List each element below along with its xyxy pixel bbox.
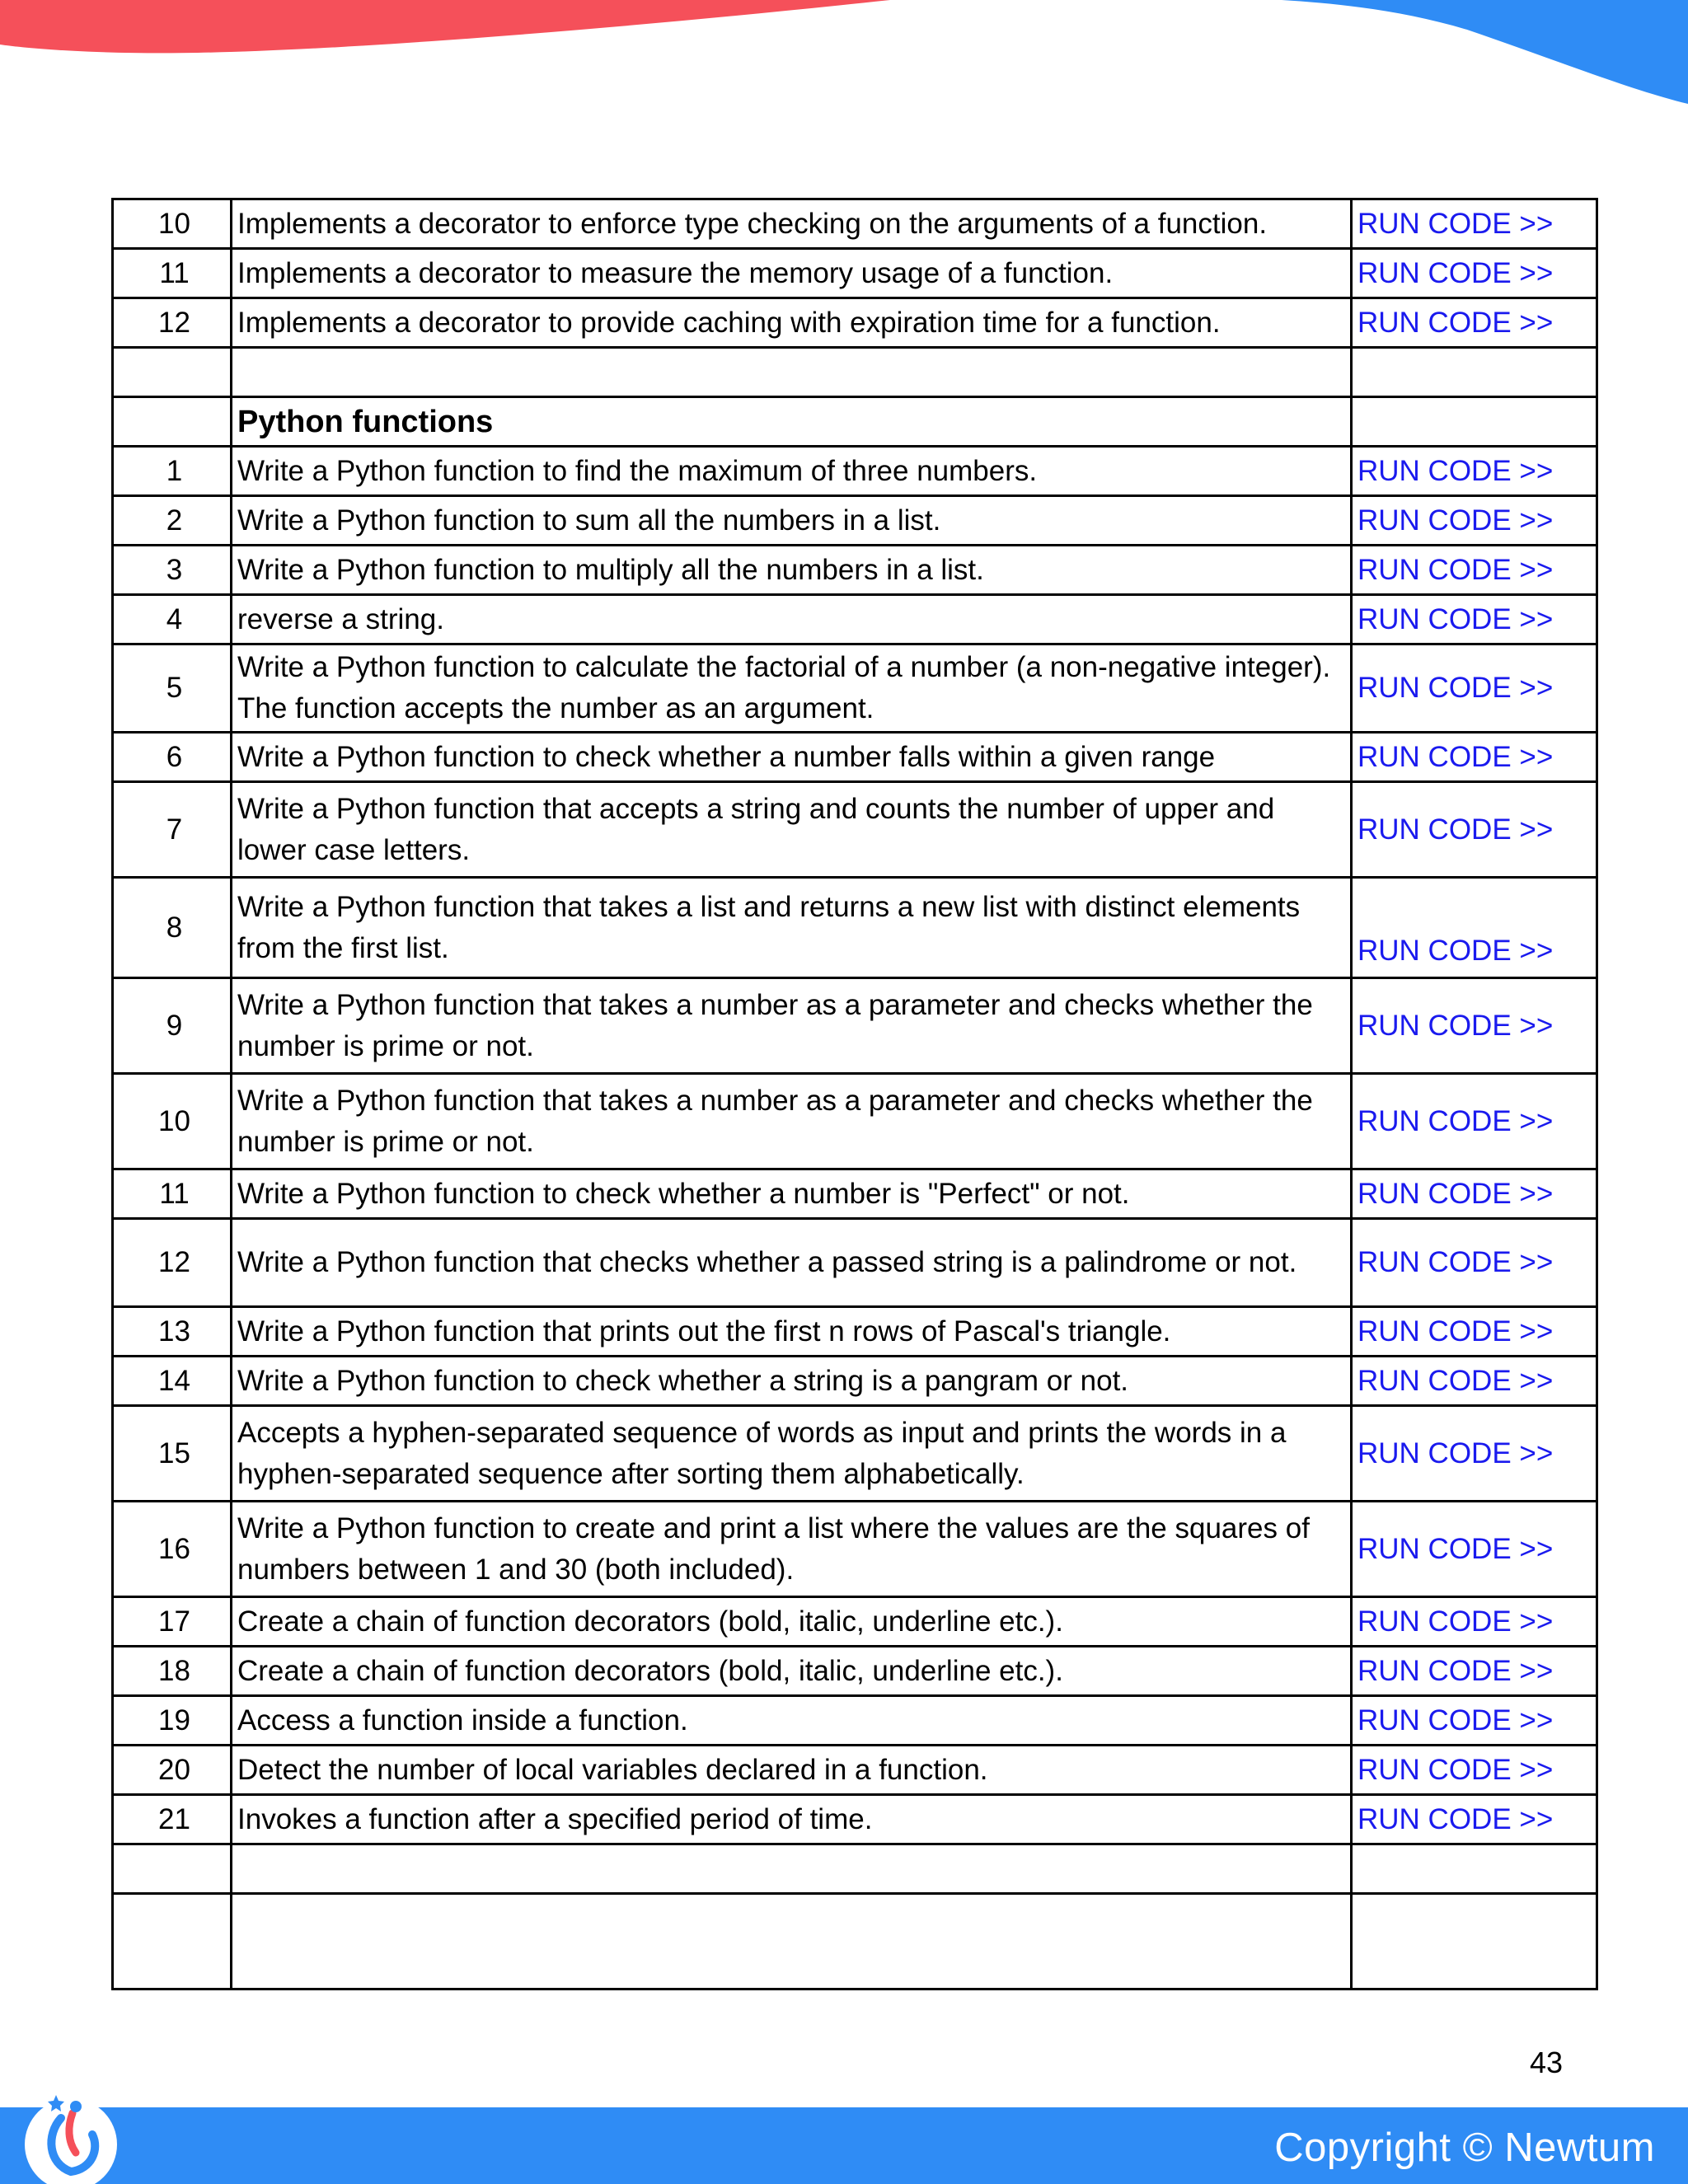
- row-description: Write a Python function to check whether a number is "Perfect" or not.: [232, 1169, 1352, 1219]
- run-code-link[interactable]: RUN CODE >>: [1352, 1169, 1597, 1219]
- empty-row: [113, 348, 1597, 397]
- row-number: 1: [113, 447, 232, 496]
- row-number: 3: [113, 546, 232, 595]
- top-wave-decoration: [0, 0, 1688, 115]
- run-code-link[interactable]: RUN CODE >>: [1352, 1795, 1597, 1844]
- row-description: Write a Python function to multiply all the numbers in a list.: [232, 546, 1352, 595]
- table-row: [113, 644, 1597, 733]
- run-code-link[interactable]: RUN CODE >>: [1352, 546, 1597, 595]
- exercise-table: [111, 198, 1598, 1990]
- run-code-link[interactable]: RUN CODE >>: [1352, 1219, 1597, 1307]
- empty-cell: [1352, 1844, 1597, 1894]
- row-number: 11: [113, 249, 232, 298]
- empty-cell: [113, 1844, 232, 1894]
- table-row: [113, 1406, 1597, 1502]
- empty-cell: [232, 1894, 1352, 1990]
- run-code-link[interactable]: RUN CODE >>: [1352, 878, 1597, 978]
- table-row: [113, 1795, 1597, 1844]
- table-row: [113, 1219, 1597, 1307]
- copyright-text: Copyright © Newtum: [1274, 2125, 1655, 2170]
- empty-cell: [113, 348, 232, 397]
- row-description: Write a Python function to create and print a list where the values are the squares of numbers between 1 and 30 (both included).: [232, 1502, 1352, 1597]
- empty-row: [113, 1844, 1597, 1894]
- row-description: Accepts a hyphen-separated sequence of words as input and prints the words in a hyphen-separated sequence after sorting them alphabetically.: [232, 1406, 1352, 1502]
- run-code-link[interactable]: RUN CODE >>: [1352, 249, 1597, 298]
- row-description: Detect the number of local variables declared in a function.: [232, 1746, 1352, 1795]
- row-number: 12: [113, 1219, 232, 1307]
- empty-cell: [113, 1894, 232, 1990]
- run-code-link[interactable]: RUN CODE >>: [1352, 1307, 1597, 1357]
- row-number: 15: [113, 1406, 232, 1502]
- row-description: Write a Python function to find the maximum of three numbers.: [232, 447, 1352, 496]
- run-code-link[interactable]: RUN CODE >>: [1352, 1357, 1597, 1406]
- row-description: Write a Python function to check whether a string is a pangram or not.: [232, 1357, 1352, 1406]
- row-description: Write a Python function that takes a number as a parameter and checks whether the number is prime or not.: [232, 1074, 1352, 1169]
- row-number: 6: [113, 733, 232, 782]
- row-description: Write a Python function that accepts a string and counts the number of upper and lower case letters.: [232, 782, 1352, 878]
- row-description: Write a Python function that prints out the first n rows of Pascal's triangle.: [232, 1307, 1352, 1357]
- table-row: [113, 1307, 1597, 1357]
- run-code-link[interactable]: RUN CODE >>: [1352, 978, 1597, 1074]
- row-description: Implements a decorator to provide caching with expiration time for a function.: [232, 298, 1352, 348]
- run-code-link[interactable]: RUN CODE >>: [1352, 1406, 1597, 1502]
- run-code-link[interactable]: RUN CODE >>: [1352, 298, 1597, 348]
- row-number: 9: [113, 978, 232, 1074]
- table-row: [113, 1357, 1597, 1406]
- row-description: Write a Python function that takes a number as a parameter and checks whether the number is prime or not.: [232, 978, 1352, 1074]
- table-row: [113, 249, 1597, 298]
- row-number: 16: [113, 1502, 232, 1597]
- row-description: Write a Python function to check whether a number falls within a given range: [232, 733, 1352, 782]
- row-number: 13: [113, 1307, 232, 1357]
- table-row: [113, 733, 1597, 782]
- row-description: Write a Python function that checks whether a passed string is a palindrome or not.: [232, 1219, 1352, 1307]
- row-description: Implements a decorator to measure the memory usage of a function.: [232, 249, 1352, 298]
- table-row: [113, 878, 1597, 978]
- run-code-link[interactable]: RUN CODE >>: [1352, 782, 1597, 878]
- row-description: reverse a string.: [232, 595, 1352, 644]
- table-row: [113, 447, 1597, 496]
- empty-cell: [232, 348, 1352, 397]
- empty-cell: [1352, 397, 1597, 447]
- table-row: [113, 199, 1597, 249]
- table-row: [113, 1696, 1597, 1746]
- row-description: Write a Python function to sum all the numbers in a list.: [232, 496, 1352, 546]
- row-number: 10: [113, 199, 232, 249]
- row-number: 4: [113, 595, 232, 644]
- row-description: Write a Python function that takes a list and returns a new list with distinct elements from the first list.: [232, 878, 1352, 978]
- table-row: [113, 496, 1597, 546]
- row-number: 14: [113, 1357, 232, 1406]
- newtum-logo-icon: [13, 2077, 129, 2184]
- row-number: 2: [113, 496, 232, 546]
- row-number: 7: [113, 782, 232, 878]
- run-code-link[interactable]: RUN CODE >>: [1352, 1746, 1597, 1795]
- row-number: 8: [113, 878, 232, 978]
- row-number: 21: [113, 1795, 232, 1844]
- empty-row: [113, 1894, 1597, 1990]
- table-row: [113, 298, 1597, 348]
- table-row: [113, 1502, 1597, 1597]
- table-row: [113, 546, 1597, 595]
- row-number: 10: [113, 1074, 232, 1169]
- run-code-link[interactable]: RUN CODE >>: [1352, 644, 1597, 733]
- section-title: Python functions: [232, 397, 1352, 447]
- row-description: Implements a decorator to enforce type checking on the arguments of a function.: [232, 199, 1352, 249]
- table-row: [113, 595, 1597, 644]
- row-number: 5: [113, 644, 232, 733]
- table-row: [113, 1169, 1597, 1219]
- row-number: 20: [113, 1746, 232, 1795]
- table-row: [113, 782, 1597, 878]
- run-code-link[interactable]: RUN CODE >>: [1352, 1502, 1597, 1597]
- row-description: Create a chain of function decorators (bold, italic, underline etc.).: [232, 1597, 1352, 1647]
- row-description: Create a chain of function decorators (bold, italic, underline etc.).: [232, 1647, 1352, 1696]
- table-row: [113, 1597, 1597, 1647]
- run-code-link[interactable]: RUN CODE >>: [1352, 496, 1597, 546]
- run-code-link[interactable]: RUN CODE >>: [1352, 1696, 1597, 1746]
- row-number: 11: [113, 1169, 232, 1219]
- run-code-link[interactable]: RUN CODE >>: [1352, 447, 1597, 496]
- table-row: [113, 1074, 1597, 1169]
- row-number: 18: [113, 1647, 232, 1696]
- empty-cell: [232, 1844, 1352, 1894]
- row-description: Access a function inside a function.: [232, 1696, 1352, 1746]
- empty-cell: [1352, 1894, 1597, 1990]
- run-code-link[interactable]: RUN CODE >>: [1352, 1074, 1597, 1169]
- table-row: [113, 1647, 1597, 1696]
- run-code-link[interactable]: RUN CODE >>: [1352, 1597, 1597, 1647]
- row-number: 17: [113, 1597, 232, 1647]
- row-number: 19: [113, 1696, 232, 1746]
- run-code-link[interactable]: RUN CODE >>: [1352, 1647, 1597, 1696]
- run-code-link[interactable]: RUN CODE >>: [1352, 595, 1597, 644]
- page-number: 43: [1530, 2046, 1564, 2079]
- run-code-link[interactable]: RUN CODE >>: [1352, 199, 1597, 249]
- row-description: Invokes a function after a specified period of time.: [232, 1795, 1352, 1844]
- section-header-row: [113, 397, 1597, 447]
- row-number: 12: [113, 298, 232, 348]
- run-code-link[interactable]: RUN CODE >>: [1352, 733, 1597, 782]
- empty-cell: [1352, 348, 1597, 397]
- table-row: [113, 1746, 1597, 1795]
- table-row: [113, 978, 1597, 1074]
- empty-cell: [113, 397, 232, 447]
- row-description: Write a Python function to calculate the factorial of a number (a non-negative integer). The function accepts the number as an argument.: [232, 644, 1352, 733]
